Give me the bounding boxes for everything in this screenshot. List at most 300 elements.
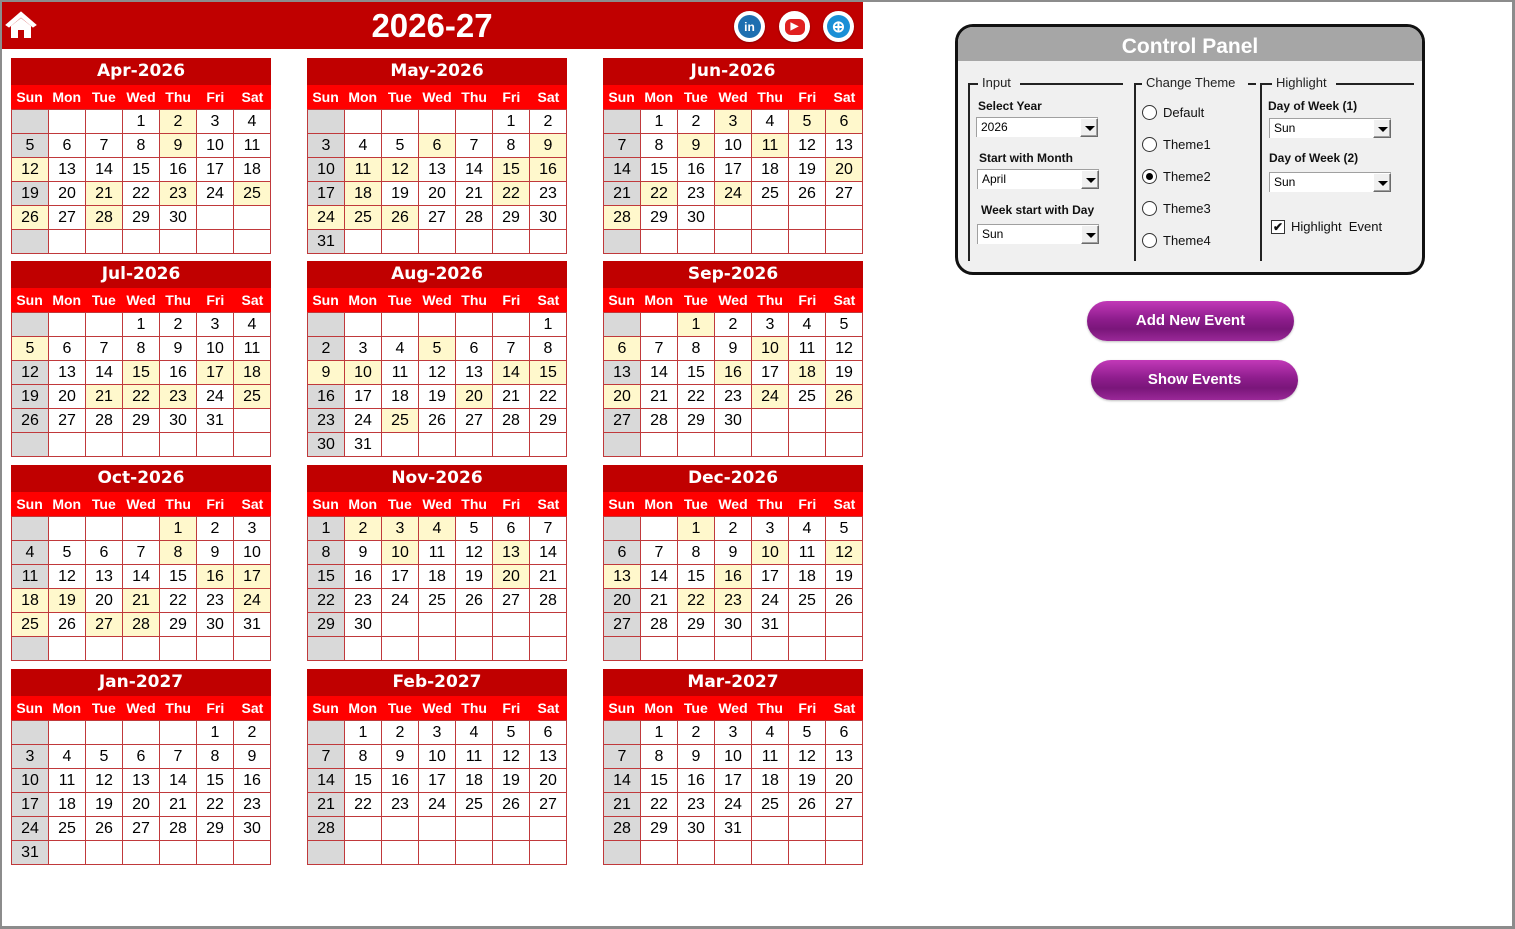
day-cell[interactable]: 15 bbox=[123, 158, 160, 182]
day-cell[interactable]: 15 bbox=[160, 565, 197, 589]
day-cell[interactable] bbox=[456, 613, 493, 637]
day-cell[interactable] bbox=[641, 433, 678, 457]
day-cell[interactable]: 12 bbox=[86, 769, 123, 793]
day-cell[interactable]: 9 bbox=[160, 337, 197, 361]
day-cell[interactable]: 6 bbox=[456, 337, 493, 361]
day-cell[interactable]: 25 bbox=[789, 385, 826, 409]
day-cell[interactable]: 16 bbox=[678, 158, 715, 182]
day-cell[interactable]: 3 bbox=[715, 721, 752, 745]
day-cell[interactable]: 4 bbox=[752, 721, 789, 745]
checkbox-checked-icon[interactable]: ✔ bbox=[1272, 219, 1284, 234]
day-cell[interactable] bbox=[419, 110, 456, 134]
day-cell[interactable]: 28 bbox=[160, 817, 197, 841]
day-cell[interactable] bbox=[641, 313, 678, 337]
day-cell[interactable]: 22 bbox=[493, 182, 530, 206]
day-cell[interactable] bbox=[604, 313, 641, 337]
day-cell[interactable] bbox=[752, 817, 789, 841]
day-cell[interactable] bbox=[641, 637, 678, 661]
day-cell[interactable]: 18 bbox=[345, 182, 382, 206]
day-cell[interactable]: 2 bbox=[678, 110, 715, 134]
day-cell[interactable]: 24 bbox=[197, 385, 234, 409]
day-cell[interactable]: 3 bbox=[345, 337, 382, 361]
day-cell[interactable]: 3 bbox=[197, 313, 234, 337]
day-cell[interactable]: 4 bbox=[234, 313, 271, 337]
day-cell[interactable]: 15 bbox=[123, 361, 160, 385]
day-cell[interactable] bbox=[160, 721, 197, 745]
day-cell[interactable]: 30 bbox=[308, 433, 345, 457]
day-cell[interactable]: 9 bbox=[345, 541, 382, 565]
day-cell[interactable] bbox=[789, 433, 826, 457]
day-cell[interactable]: 16 bbox=[234, 769, 271, 793]
day-cell[interactable]: 2 bbox=[678, 721, 715, 745]
day-cell[interactable]: 15 bbox=[197, 769, 234, 793]
day-cell[interactable]: 7 bbox=[604, 134, 641, 158]
day-cell[interactable]: 9 bbox=[678, 134, 715, 158]
dow2-dropdown[interactable] bbox=[1269, 172, 1391, 192]
day-cell[interactable]: 6 bbox=[49, 134, 86, 158]
day-cell[interactable]: 27 bbox=[530, 793, 567, 817]
day-cell[interactable]: 13 bbox=[826, 134, 863, 158]
day-cell[interactable]: 17 bbox=[715, 158, 752, 182]
day-cell[interactable]: 6 bbox=[419, 134, 456, 158]
day-cell[interactable]: 12 bbox=[493, 745, 530, 769]
chevron-down-icon[interactable] bbox=[1081, 170, 1099, 189]
day-cell[interactable]: 19 bbox=[826, 565, 863, 589]
day-cell[interactable]: 7 bbox=[86, 337, 123, 361]
day-cell[interactable]: 8 bbox=[123, 134, 160, 158]
day-cell[interactable]: 12 bbox=[789, 745, 826, 769]
day-cell[interactable] bbox=[826, 817, 863, 841]
day-cell[interactable]: 10 bbox=[752, 337, 789, 361]
day-cell[interactable] bbox=[826, 409, 863, 433]
day-cell[interactable]: 29 bbox=[530, 409, 567, 433]
day-cell[interactable]: 14 bbox=[86, 158, 123, 182]
day-cell[interactable]: 16 bbox=[715, 361, 752, 385]
day-cell[interactable]: 3 bbox=[715, 110, 752, 134]
day-cell[interactable]: 29 bbox=[678, 409, 715, 433]
day-cell[interactable]: 31 bbox=[234, 613, 271, 637]
day-cell[interactable] bbox=[419, 313, 456, 337]
day-cell[interactable] bbox=[49, 517, 86, 541]
day-cell[interactable] bbox=[715, 841, 752, 865]
day-cell[interactable]: 23 bbox=[715, 589, 752, 613]
day-cell[interactable]: 27 bbox=[493, 589, 530, 613]
day-cell[interactable]: 29 bbox=[160, 613, 197, 637]
day-cell[interactable] bbox=[123, 841, 160, 865]
day-cell[interactable] bbox=[382, 841, 419, 865]
day-cell[interactable]: 6 bbox=[493, 517, 530, 541]
day-cell[interactable]: 22 bbox=[123, 182, 160, 206]
day-cell[interactable]: 18 bbox=[234, 361, 271, 385]
day-cell[interactable]: 1 bbox=[641, 110, 678, 134]
day-cell[interactable]: 4 bbox=[789, 517, 826, 541]
day-cell[interactable]: 24 bbox=[197, 182, 234, 206]
day-cell[interactable] bbox=[197, 206, 234, 230]
theme-radio-theme1[interactable] bbox=[1142, 137, 1211, 152]
day-cell[interactable]: 17 bbox=[308, 182, 345, 206]
day-cell[interactable]: 4 bbox=[49, 745, 86, 769]
day-cell[interactable] bbox=[49, 230, 86, 254]
day-cell[interactable]: 7 bbox=[86, 134, 123, 158]
day-cell[interactable]: 25 bbox=[789, 589, 826, 613]
day-cell[interactable]: 21 bbox=[493, 385, 530, 409]
day-cell[interactable] bbox=[49, 313, 86, 337]
day-cell[interactable] bbox=[86, 433, 123, 457]
day-cell[interactable]: 27 bbox=[826, 182, 863, 206]
day-cell[interactable] bbox=[123, 721, 160, 745]
day-cell[interactable] bbox=[49, 841, 86, 865]
day-cell[interactable] bbox=[382, 613, 419, 637]
day-cell[interactable]: 26 bbox=[789, 182, 826, 206]
day-cell[interactable]: 14 bbox=[160, 769, 197, 793]
day-cell[interactable]: 31 bbox=[345, 433, 382, 457]
day-cell[interactable] bbox=[345, 841, 382, 865]
day-cell[interactable]: 19 bbox=[86, 793, 123, 817]
day-cell[interactable] bbox=[604, 517, 641, 541]
day-cell[interactable]: 27 bbox=[604, 409, 641, 433]
day-cell[interactable]: 1 bbox=[160, 517, 197, 541]
day-cell[interactable]: 7 bbox=[456, 134, 493, 158]
day-cell[interactable]: 17 bbox=[715, 769, 752, 793]
radio-icon[interactable] bbox=[1142, 169, 1157, 184]
day-cell[interactable]: 14 bbox=[123, 565, 160, 589]
day-cell[interactable]: 23 bbox=[160, 182, 197, 206]
day-cell[interactable]: 9 bbox=[382, 745, 419, 769]
theme-radio-theme2[interactable] bbox=[1142, 169, 1211, 184]
day-cell[interactable] bbox=[493, 613, 530, 637]
day-cell[interactable]: 22 bbox=[678, 589, 715, 613]
day-cell[interactable] bbox=[160, 433, 197, 457]
day-cell[interactable] bbox=[86, 841, 123, 865]
day-cell[interactable]: 8 bbox=[641, 134, 678, 158]
day-cell[interactable]: 29 bbox=[123, 409, 160, 433]
day-cell[interactable]: 14 bbox=[604, 158, 641, 182]
highlight-event-checkbox[interactable] bbox=[1271, 219, 1382, 234]
day-cell[interactable] bbox=[789, 817, 826, 841]
day-cell[interactable]: 19 bbox=[12, 385, 49, 409]
day-cell[interactable]: 5 bbox=[49, 541, 86, 565]
day-cell[interactable] bbox=[419, 637, 456, 661]
day-cell[interactable]: 29 bbox=[641, 817, 678, 841]
day-cell[interactable]: 31 bbox=[197, 409, 234, 433]
day-cell[interactable]: 11 bbox=[234, 337, 271, 361]
day-cell[interactable] bbox=[826, 613, 863, 637]
radio-icon[interactable] bbox=[1142, 137, 1157, 152]
day-cell[interactable]: 20 bbox=[826, 158, 863, 182]
day-cell[interactable] bbox=[752, 230, 789, 254]
day-cell[interactable]: 14 bbox=[456, 158, 493, 182]
day-cell[interactable]: 27 bbox=[123, 817, 160, 841]
day-cell[interactable]: 20 bbox=[123, 793, 160, 817]
day-cell[interactable]: 21 bbox=[530, 565, 567, 589]
day-cell[interactable]: 5 bbox=[12, 134, 49, 158]
day-cell[interactable]: 17 bbox=[345, 385, 382, 409]
day-cell[interactable]: 10 bbox=[12, 769, 49, 793]
day-cell[interactable]: 4 bbox=[234, 110, 271, 134]
day-cell[interactable]: 11 bbox=[49, 769, 86, 793]
day-cell[interactable] bbox=[123, 433, 160, 457]
day-cell[interactable] bbox=[308, 721, 345, 745]
day-cell[interactable]: 22 bbox=[345, 793, 382, 817]
day-cell[interactable]: 2 bbox=[197, 517, 234, 541]
day-cell[interactable] bbox=[12, 230, 49, 254]
day-cell[interactable] bbox=[752, 409, 789, 433]
day-cell[interactable] bbox=[234, 433, 271, 457]
start-month-dropdown[interactable] bbox=[977, 169, 1099, 189]
day-cell[interactable]: 12 bbox=[419, 361, 456, 385]
day-cell[interactable]: 13 bbox=[123, 769, 160, 793]
day-cell[interactable]: 4 bbox=[789, 313, 826, 337]
day-cell[interactable]: 31 bbox=[12, 841, 49, 865]
day-cell[interactable] bbox=[197, 637, 234, 661]
day-cell[interactable]: 13 bbox=[604, 565, 641, 589]
day-cell[interactable]: 21 bbox=[123, 589, 160, 613]
day-cell[interactable]: 20 bbox=[493, 565, 530, 589]
day-cell[interactable]: 27 bbox=[419, 206, 456, 230]
day-cell[interactable]: 11 bbox=[12, 565, 49, 589]
day-cell[interactable]: 20 bbox=[86, 589, 123, 613]
day-cell[interactable] bbox=[86, 313, 123, 337]
day-cell[interactable]: 28 bbox=[604, 817, 641, 841]
day-cell[interactable]: 23 bbox=[308, 409, 345, 433]
day-cell[interactable]: 7 bbox=[160, 745, 197, 769]
dow1-dropdown[interactable] bbox=[1269, 118, 1391, 138]
day-cell[interactable]: 23 bbox=[160, 385, 197, 409]
day-cell[interactable] bbox=[12, 110, 49, 134]
day-cell[interactable] bbox=[456, 433, 493, 457]
day-cell[interactable]: 22 bbox=[641, 793, 678, 817]
day-cell[interactable] bbox=[308, 637, 345, 661]
day-cell[interactable]: 10 bbox=[308, 158, 345, 182]
day-cell[interactable]: 30 bbox=[678, 206, 715, 230]
day-cell[interactable] bbox=[789, 841, 826, 865]
day-cell[interactable] bbox=[86, 230, 123, 254]
day-cell[interactable]: 8 bbox=[530, 337, 567, 361]
day-cell[interactable]: 10 bbox=[419, 745, 456, 769]
day-cell[interactable] bbox=[678, 637, 715, 661]
day-cell[interactable] bbox=[456, 841, 493, 865]
day-cell[interactable] bbox=[197, 841, 234, 865]
day-cell[interactable]: 6 bbox=[604, 541, 641, 565]
day-cell[interactable]: 16 bbox=[160, 361, 197, 385]
day-cell[interactable]: 26 bbox=[12, 206, 49, 230]
day-cell[interactable] bbox=[456, 110, 493, 134]
day-cell[interactable]: 4 bbox=[456, 721, 493, 745]
day-cell[interactable]: 17 bbox=[752, 565, 789, 589]
day-cell[interactable]: 10 bbox=[715, 745, 752, 769]
day-cell[interactable]: 27 bbox=[604, 613, 641, 637]
day-cell[interactable]: 11 bbox=[345, 158, 382, 182]
day-cell[interactable]: 16 bbox=[715, 565, 752, 589]
day-cell[interactable]: 3 bbox=[419, 721, 456, 745]
day-cell[interactable]: 26 bbox=[12, 409, 49, 433]
chevron-down-icon[interactable] bbox=[1373, 119, 1391, 138]
theme-radio-theme4[interactable] bbox=[1142, 233, 1211, 248]
day-cell[interactable]: 5 bbox=[789, 721, 826, 745]
day-cell[interactable]: 16 bbox=[678, 769, 715, 793]
day-cell[interactable]: 16 bbox=[308, 385, 345, 409]
day-cell[interactable]: 22 bbox=[678, 385, 715, 409]
day-cell[interactable] bbox=[86, 517, 123, 541]
day-cell[interactable]: 16 bbox=[345, 565, 382, 589]
day-cell[interactable] bbox=[12, 433, 49, 457]
day-cell[interactable]: 14 bbox=[530, 541, 567, 565]
day-cell[interactable]: 9 bbox=[308, 361, 345, 385]
day-cell[interactable]: 11 bbox=[789, 541, 826, 565]
day-cell[interactable]: 3 bbox=[197, 110, 234, 134]
day-cell[interactable]: 1 bbox=[641, 721, 678, 745]
day-cell[interactable]: 15 bbox=[678, 565, 715, 589]
day-cell[interactable]: 12 bbox=[789, 134, 826, 158]
day-cell[interactable] bbox=[197, 433, 234, 457]
day-cell[interactable]: 22 bbox=[197, 793, 234, 817]
day-cell[interactable]: 18 bbox=[752, 158, 789, 182]
day-cell[interactable] bbox=[382, 433, 419, 457]
day-cell[interactable] bbox=[715, 206, 752, 230]
day-cell[interactable]: 4 bbox=[345, 134, 382, 158]
day-cell[interactable]: 7 bbox=[641, 337, 678, 361]
day-cell[interactable]: 15 bbox=[641, 158, 678, 182]
day-cell[interactable]: 2 bbox=[715, 517, 752, 541]
day-cell[interactable]: 29 bbox=[678, 613, 715, 637]
day-cell[interactable]: 30 bbox=[678, 817, 715, 841]
day-cell[interactable] bbox=[12, 313, 49, 337]
day-cell[interactable]: 1 bbox=[308, 517, 345, 541]
day-cell[interactable]: 30 bbox=[530, 206, 567, 230]
day-cell[interactable] bbox=[12, 517, 49, 541]
day-cell[interactable] bbox=[789, 613, 826, 637]
day-cell[interactable]: 13 bbox=[604, 361, 641, 385]
day-cell[interactable]: 2 bbox=[345, 517, 382, 541]
day-cell[interactable]: 13 bbox=[826, 745, 863, 769]
day-cell[interactable]: 11 bbox=[752, 745, 789, 769]
day-cell[interactable]: 21 bbox=[86, 182, 123, 206]
day-cell[interactable]: 1 bbox=[678, 313, 715, 337]
day-cell[interactable]: 14 bbox=[641, 565, 678, 589]
day-cell[interactable]: 5 bbox=[826, 313, 863, 337]
day-cell[interactable]: 4 bbox=[12, 541, 49, 565]
day-cell[interactable]: 23 bbox=[678, 793, 715, 817]
day-cell[interactable] bbox=[382, 230, 419, 254]
day-cell[interactable]: 21 bbox=[308, 793, 345, 817]
day-cell[interactable] bbox=[678, 230, 715, 254]
day-cell[interactable]: 24 bbox=[382, 589, 419, 613]
day-cell[interactable]: 9 bbox=[197, 541, 234, 565]
day-cell[interactable]: 28 bbox=[86, 206, 123, 230]
day-cell[interactable]: 1 bbox=[678, 517, 715, 541]
theme-radio-default[interactable] bbox=[1142, 105, 1204, 120]
day-cell[interactable]: 28 bbox=[86, 409, 123, 433]
day-cell[interactable]: 28 bbox=[456, 206, 493, 230]
day-cell[interactable] bbox=[160, 230, 197, 254]
day-cell[interactable]: 23 bbox=[345, 589, 382, 613]
day-cell[interactable]: 10 bbox=[197, 134, 234, 158]
day-cell[interactable]: 27 bbox=[49, 409, 86, 433]
day-cell[interactable]: 30 bbox=[715, 409, 752, 433]
day-cell[interactable] bbox=[123, 637, 160, 661]
day-cell[interactable]: 23 bbox=[197, 589, 234, 613]
day-cell[interactable] bbox=[49, 110, 86, 134]
day-cell[interactable]: 22 bbox=[641, 182, 678, 206]
day-cell[interactable]: 13 bbox=[493, 541, 530, 565]
day-cell[interactable]: 20 bbox=[826, 769, 863, 793]
day-cell[interactable]: 15 bbox=[641, 769, 678, 793]
day-cell[interactable] bbox=[419, 230, 456, 254]
radio-icon[interactable] bbox=[1142, 233, 1157, 248]
day-cell[interactable]: 16 bbox=[197, 565, 234, 589]
day-cell[interactable] bbox=[382, 637, 419, 661]
day-cell[interactable]: 18 bbox=[789, 565, 826, 589]
day-cell[interactable]: 2 bbox=[308, 337, 345, 361]
day-cell[interactable] bbox=[826, 230, 863, 254]
day-cell[interactable]: 21 bbox=[604, 182, 641, 206]
day-cell[interactable]: 13 bbox=[456, 361, 493, 385]
day-cell[interactable]: 19 bbox=[456, 565, 493, 589]
add-new-event-button[interactable]: Add New Event bbox=[1087, 301, 1294, 341]
day-cell[interactable]: 10 bbox=[715, 134, 752, 158]
day-cell[interactable] bbox=[493, 313, 530, 337]
day-cell[interactable] bbox=[493, 637, 530, 661]
day-cell[interactable]: 24 bbox=[345, 409, 382, 433]
day-cell[interactable]: 17 bbox=[234, 565, 271, 589]
day-cell[interactable] bbox=[641, 841, 678, 865]
day-cell[interactable] bbox=[752, 206, 789, 230]
day-cell[interactable] bbox=[789, 230, 826, 254]
day-cell[interactable] bbox=[49, 721, 86, 745]
day-cell[interactable]: 8 bbox=[493, 134, 530, 158]
day-cell[interactable]: 24 bbox=[234, 589, 271, 613]
day-cell[interactable]: 20 bbox=[49, 385, 86, 409]
day-cell[interactable]: 18 bbox=[382, 385, 419, 409]
day-cell[interactable]: 18 bbox=[456, 769, 493, 793]
day-cell[interactable]: 23 bbox=[234, 793, 271, 817]
day-cell[interactable]: 8 bbox=[308, 541, 345, 565]
day-cell[interactable] bbox=[493, 841, 530, 865]
day-cell[interactable]: 18 bbox=[789, 361, 826, 385]
day-cell[interactable] bbox=[530, 817, 567, 841]
day-cell[interactable]: 22 bbox=[530, 385, 567, 409]
day-cell[interactable] bbox=[345, 110, 382, 134]
day-cell[interactable]: 15 bbox=[530, 361, 567, 385]
day-cell[interactable]: 18 bbox=[752, 769, 789, 793]
day-cell[interactable]: 26 bbox=[49, 613, 86, 637]
day-cell[interactable]: 15 bbox=[678, 361, 715, 385]
day-cell[interactable]: 5 bbox=[456, 517, 493, 541]
day-cell[interactable] bbox=[345, 230, 382, 254]
day-cell[interactable] bbox=[382, 110, 419, 134]
day-cell[interactable] bbox=[456, 313, 493, 337]
day-cell[interactable] bbox=[234, 230, 271, 254]
day-cell[interactable]: 6 bbox=[826, 721, 863, 745]
day-cell[interactable]: 23 bbox=[382, 793, 419, 817]
day-cell[interactable]: 14 bbox=[308, 769, 345, 793]
day-cell[interactable]: 8 bbox=[678, 541, 715, 565]
day-cell[interactable] bbox=[678, 433, 715, 457]
day-cell[interactable]: 27 bbox=[826, 793, 863, 817]
day-cell[interactable]: 6 bbox=[826, 110, 863, 134]
day-cell[interactable] bbox=[752, 433, 789, 457]
day-cell[interactable]: 26 bbox=[493, 793, 530, 817]
day-cell[interactable]: 14 bbox=[641, 361, 678, 385]
day-cell[interactable]: 19 bbox=[12, 182, 49, 206]
day-cell[interactable]: 21 bbox=[456, 182, 493, 206]
day-cell[interactable]: 15 bbox=[493, 158, 530, 182]
day-cell[interactable] bbox=[715, 433, 752, 457]
day-cell[interactable] bbox=[49, 637, 86, 661]
day-cell[interactable]: 24 bbox=[715, 793, 752, 817]
day-cell[interactable]: 12 bbox=[826, 541, 863, 565]
day-cell[interactable]: 1 bbox=[123, 313, 160, 337]
